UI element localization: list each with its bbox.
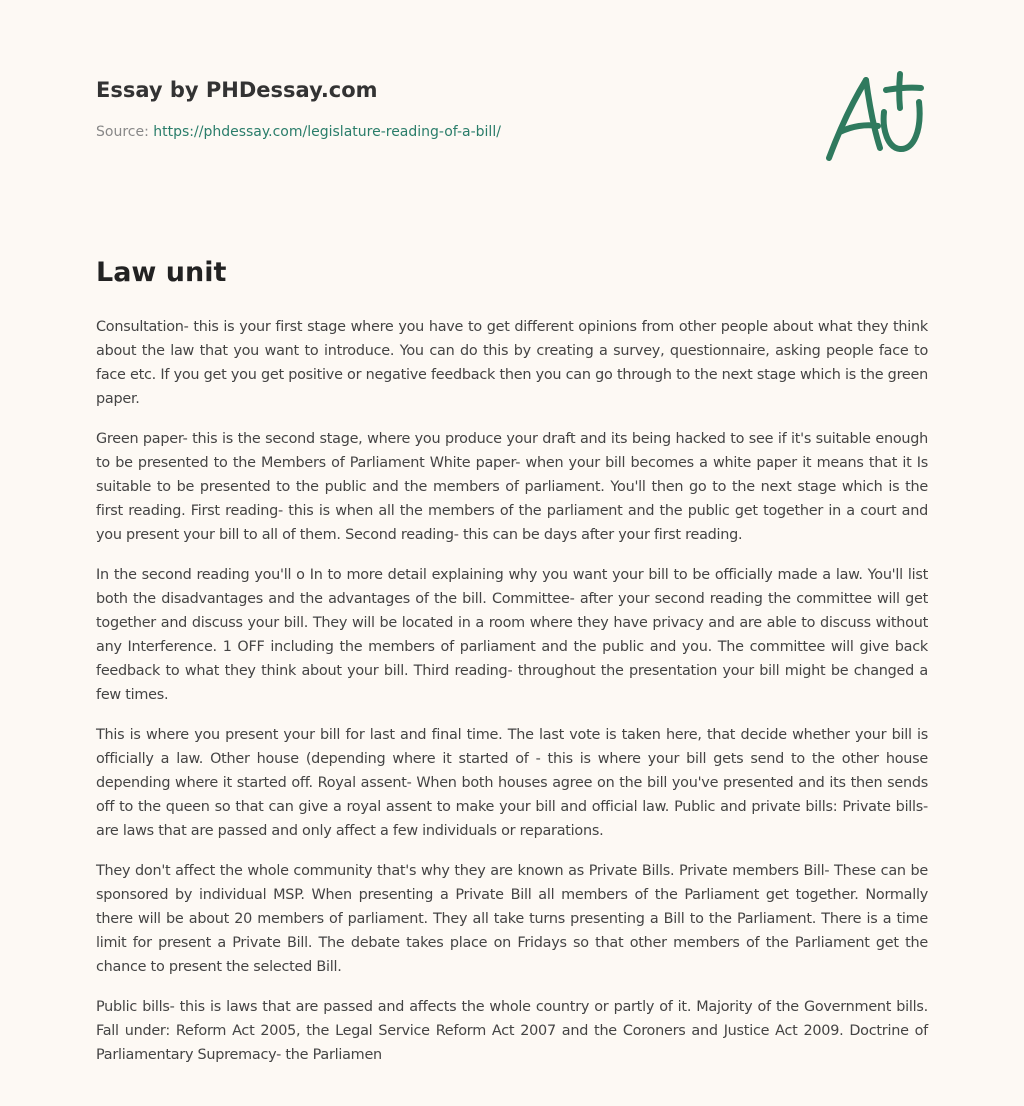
a-plus-icon — [820, 66, 930, 166]
essay-paragraph: In the second reading you'll o In to more detail explaining why you want your bill to be officially made a law. You'll list both the disadvantages and the advantages of the bill. Committee- after your second reading the committee will get together and discuss your bill. They will be located in a room where they have privacy and are able to discuss without any Interference. 1 OFF including the members of parliament and the public and you. The committee will give back feedback to what they think about your bill. Third reading- throughout the presentation your bill might be changed a few times. — [96, 567, 928, 703]
essay-paragraph: They don't affect the whole community that's why they are known as Private Bills. Private members Bill- These can be sponsored by individual MSP. When presenting a Private Bill all members of the Parliament get together. Normally there will be about 20 members of parliament. They all take turns presenting a Bill to the Parliament. There is a time limit for present a Private Bill. The debate takes place on Fridays so that other members of the Parliament get the chance to present the selected Bill. — [96, 863, 928, 975]
source-link[interactable]: https://phdessay.com/legislature-reading-of-a-bill/ — [153, 124, 501, 140]
essay-body — [96, 315, 928, 1083]
brand-title: Essay by PHDessay.com — [96, 78, 378, 102]
essay-title: Law unit — [96, 257, 227, 288]
source-line — [96, 122, 796, 142]
source-label: Source: — [96, 124, 154, 140]
essay-paragraph: Green paper- this is the second stage, where you produce your draft and its being hacked to see if it's suitable enough to be presented to the Members of Parliament White paper- when your bill becomes a white paper it means that it Is suitable to be presented to the public and the members of parliament. You'll then go to the next stage which is the first reading. First reading- this is when all the members of the parliament and the public get together in a court and you present your bill to all of them. Second reading- this can be days after your first reading. — [96, 431, 928, 543]
essay-paragraph: Consultation- this is your first stage where you have to get different opinions from other people about what they think about the law that you want to introduce. You can do this by creating a survey, questionnaire, asking people face to face etc. If you get you get positive or negative feedback then you can go through to the next stage which is the green paper. — [96, 319, 928, 407]
essay-paragraph: Public bills- this is laws that are passed and affects the whole country or partly of it. Majority of the Government bills. Fall under: Reform Act 2005, the Legal Service Reform Act 2007 and the Coroners and Justice Act 2009. Doctrine of Parliamentary Supremacy- the Parliamen — [96, 999, 928, 1063]
page-header — [96, 76, 796, 142]
essay-paragraph: This is where you present your bill for last and final time. The last vote is taken here, that decide whether your bill is officially a law. Other house (depending where it started of - this is where your bill gets send to the other house depending where it started off. Royal assent- When both houses agree on the bill you've presented and its then sends off to the queen so that can give a royal assent to make your bill and official law. Public and private bills: Private bills- are laws that are passed and only affect a few individuals or reparations. — [96, 727, 928, 839]
